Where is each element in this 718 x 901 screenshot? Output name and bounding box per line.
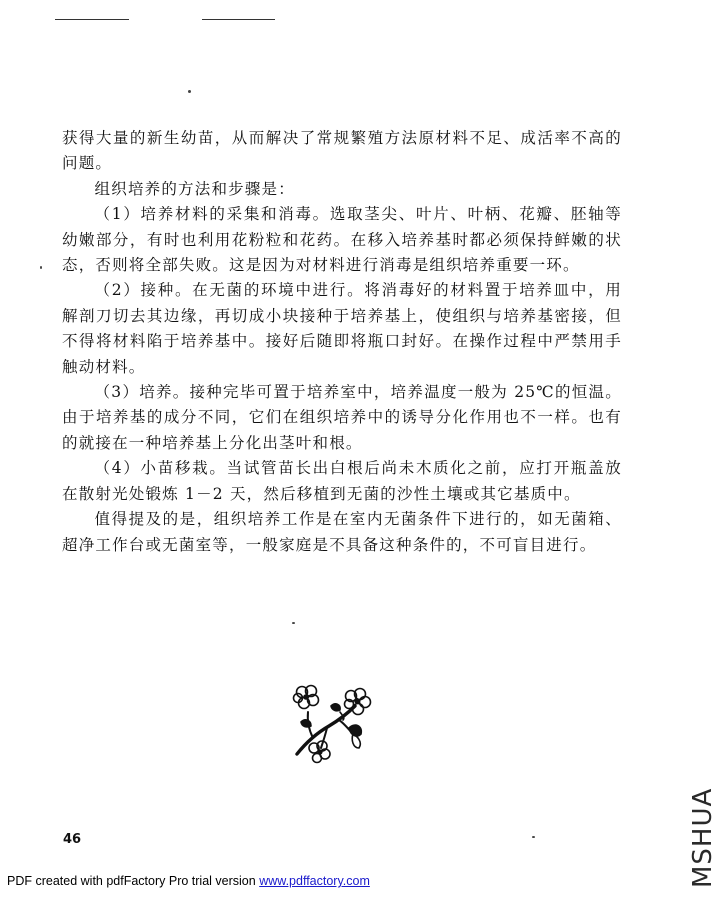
paragraph: （4）小苗移栽。当试管苗长出白根后尚未木质化之前，应打开瓶盖放在散射光处锻炼 1－2 天，然后移植到无菌的沙性土壤或其它基质中。 [62, 459, 622, 503]
paragraph: 获得大量的新生幼苗，从而解决了常规繁殖方法原材料不足、成活率不高的问题。 [62, 129, 622, 173]
scan-speck [532, 836, 535, 838]
scan-speck [188, 90, 191, 93]
paragraph: 组织培养的方法和步骤是： [94, 179, 295, 198]
pdf-creator-footer [7, 874, 370, 888]
scan-speck [40, 266, 42, 269]
top-rule-right [202, 19, 275, 20]
pdffactory-link[interactable]: www.pdffactory.com [259, 874, 370, 888]
paragraph: （2）接种。在无菌的环境中进行。将消毒好的材料置于培养皿中，用解剖刀切去其边缘，再切成小块接种于培养基上，使组织与培养基密接，但不得将材料陷于培养基中。接好后随即将瓶口封好。在操作过程中严禁用手触动材料。 [62, 281, 622, 376]
paragraph: （3）培养。接种完毕可置于培养室中，培养温度一般为 25℃的恒温。由于培养基的成分不同，它们在组织培养中的诱导分化作用也不一样。也有的就接在一种培养基上分化出茎叶和根。 [62, 383, 622, 452]
paragraph: 值得提及的是，组织培养工作是在室内无菌条件下进行的，如无菌箱、超净工作台或无菌室等，一般家庭是不具备这种条件的，不可盲目进行。 [62, 510, 622, 554]
paragraph: （1）培养材料的采集和消毒。选取茎尖、叶片、叶柄、花瓣、胚轴等幼嫩部分，有时也利用花粉粒和花药。在移入培养基时都必须保持鲜嫩的状态，否则将全部失败。这是因为对材料进行消毒是组织培养重要一环。 [62, 205, 622, 275]
scan-speck [292, 622, 295, 624]
top-rule-left [55, 19, 129, 20]
page-number: 46 [63, 832, 82, 847]
document-body [62, 126, 622, 558]
flower-branch-icon [283, 682, 375, 762]
footer-text: PDF created with pdfFactory Pro trial version [7, 874, 260, 888]
watermark: MSHUA [688, 787, 718, 888]
